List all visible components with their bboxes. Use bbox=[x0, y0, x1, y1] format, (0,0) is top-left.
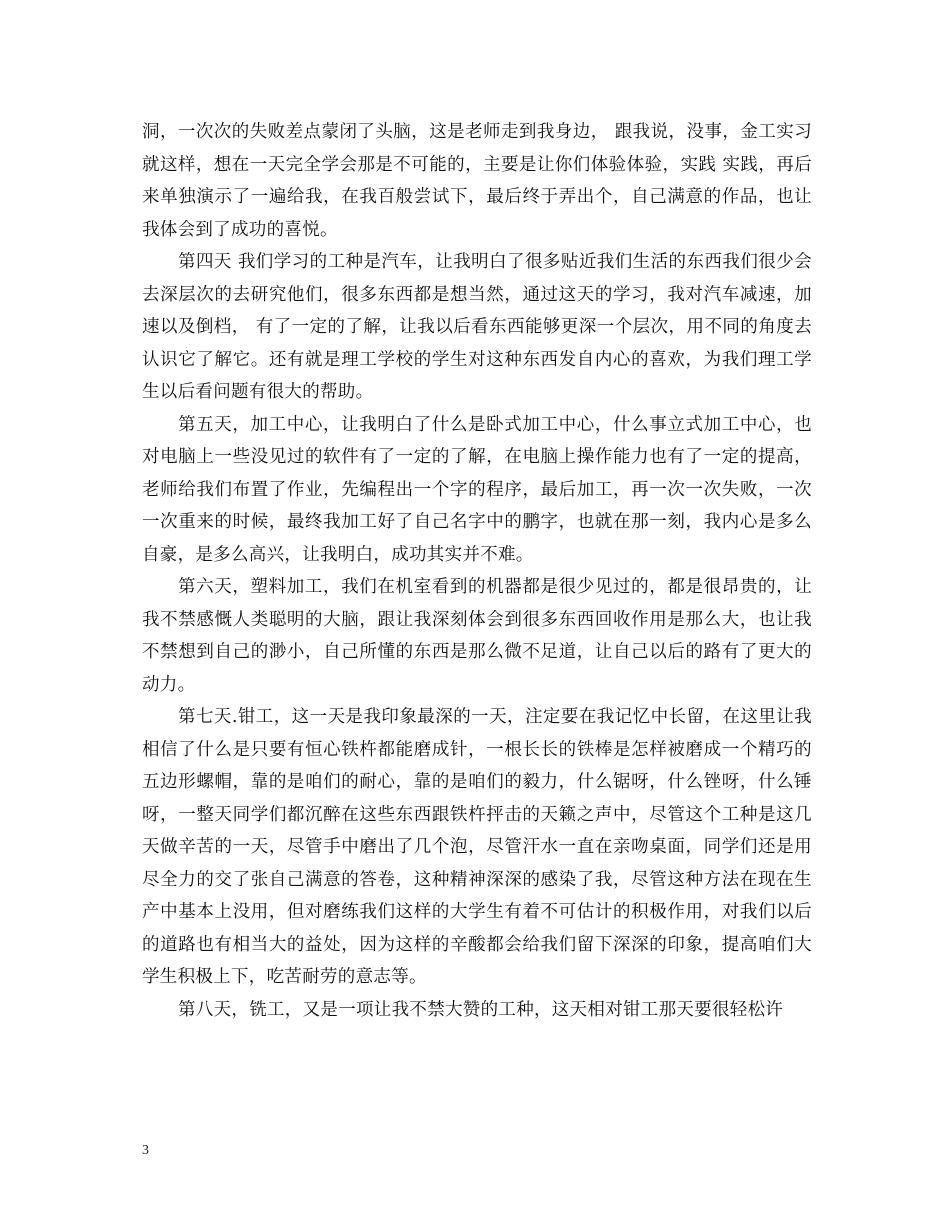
paragraph-day-seven: 第七天.钳工，这一天是我印象最深的一天，注定要在我记忆中长留，在这里让我相信了什么是只要有恒心铁杵都能磨成针，一根长长的铁棒是怎样被磨成一个精巧的五边形螺帽，靠的是咱们的耐心，靠的是咱们的毅力，什么锯呀，什么锉呀，什么锤呀，一整天同学们都沉醉在这些东西跟铁杵抨击的天籁之声中，尽管这个工种是这几天做辛苦的一天，尽管手中磨出了几个泡，尽管汗水一直在亲吻桌面，同学们还是用尽全力的交了张自己满意的答卷，这种精神深深的感染了我，尽管这种方法在现在生产中基本上没用，但对磨练我们这样的大学生有着不可估计的积极作用，对我们以后的道路也有相当大的益处，因为这样的辛酸都会给我们留下深深的印象，提高咱们大学生积极上下，吃苦耐劳的意志等。 bbox=[142, 707, 812, 987]
paragraph-day-six: 第六天，塑料加工，我们在机室看到的机器都是很少见过的，都是很昂贵的，让我不禁感慨人类聪明的大脑，跟让我深刻体会到很多东西回收作用是那么大，也让我不禁想到自己的渺小，自己所懂的东西是那么微不足道，让自己以后的路有了更大的动力。 bbox=[142, 577, 812, 695]
paragraph-day-four: 第四天 我们学习的工种是汽车，让我明白了很多贴近我们生活的东西我们很少会去深层次的去研究他们，很多东西都是想当然，通过这天的学习，我对汽车减速，加速以及倒档， 有了一定的了解，让我以后看东西能够更深一个层次，用不同的角度去认识它了解它。还有就是理工学校的学生对这种东西发自内心的喜欢，为我们理工学生以后看问题有很大的帮助。 bbox=[142, 252, 812, 402]
paragraph-continuation: 洞，一次次的失败差点蒙闭了头脑，这是老师走到我身边， 跟我说，没事，金工实习就这样，想在一天完全学会那是不可能的，主要是让你们体验体验，实践 实践，再后来单独演示了一遍给我，在我百般尝试下，最后终于弄出个，自己满意的作品，也让我体会到了成功的喜悦。 bbox=[142, 122, 812, 240]
document-body bbox=[142, 116, 812, 1026]
page-number: 3 bbox=[142, 1143, 149, 1158]
paragraph-day-five: 第五天，加工中心，让我明白了什么是卧式加工中心，什么事立式加工中心，也对电脑上一些没见过的软件有了一定的了解，在电脑上操作能力也有了一定的提高，老师给我们布置了作业，先编程出一个字的程序，最后加工，再一次一次失败，一次一次重来的时候，最终我加工好了自己名字中的鹏字，也就在那一刻，我内心是多么自豪，是多么高兴，让我明白，成功其实并不难。 bbox=[142, 414, 812, 565]
paragraph-day-eight: 第八天，铣工，又是一项让我不禁大赞的工种，这天相对钳工那天要很轻松许 bbox=[178, 999, 784, 1020]
